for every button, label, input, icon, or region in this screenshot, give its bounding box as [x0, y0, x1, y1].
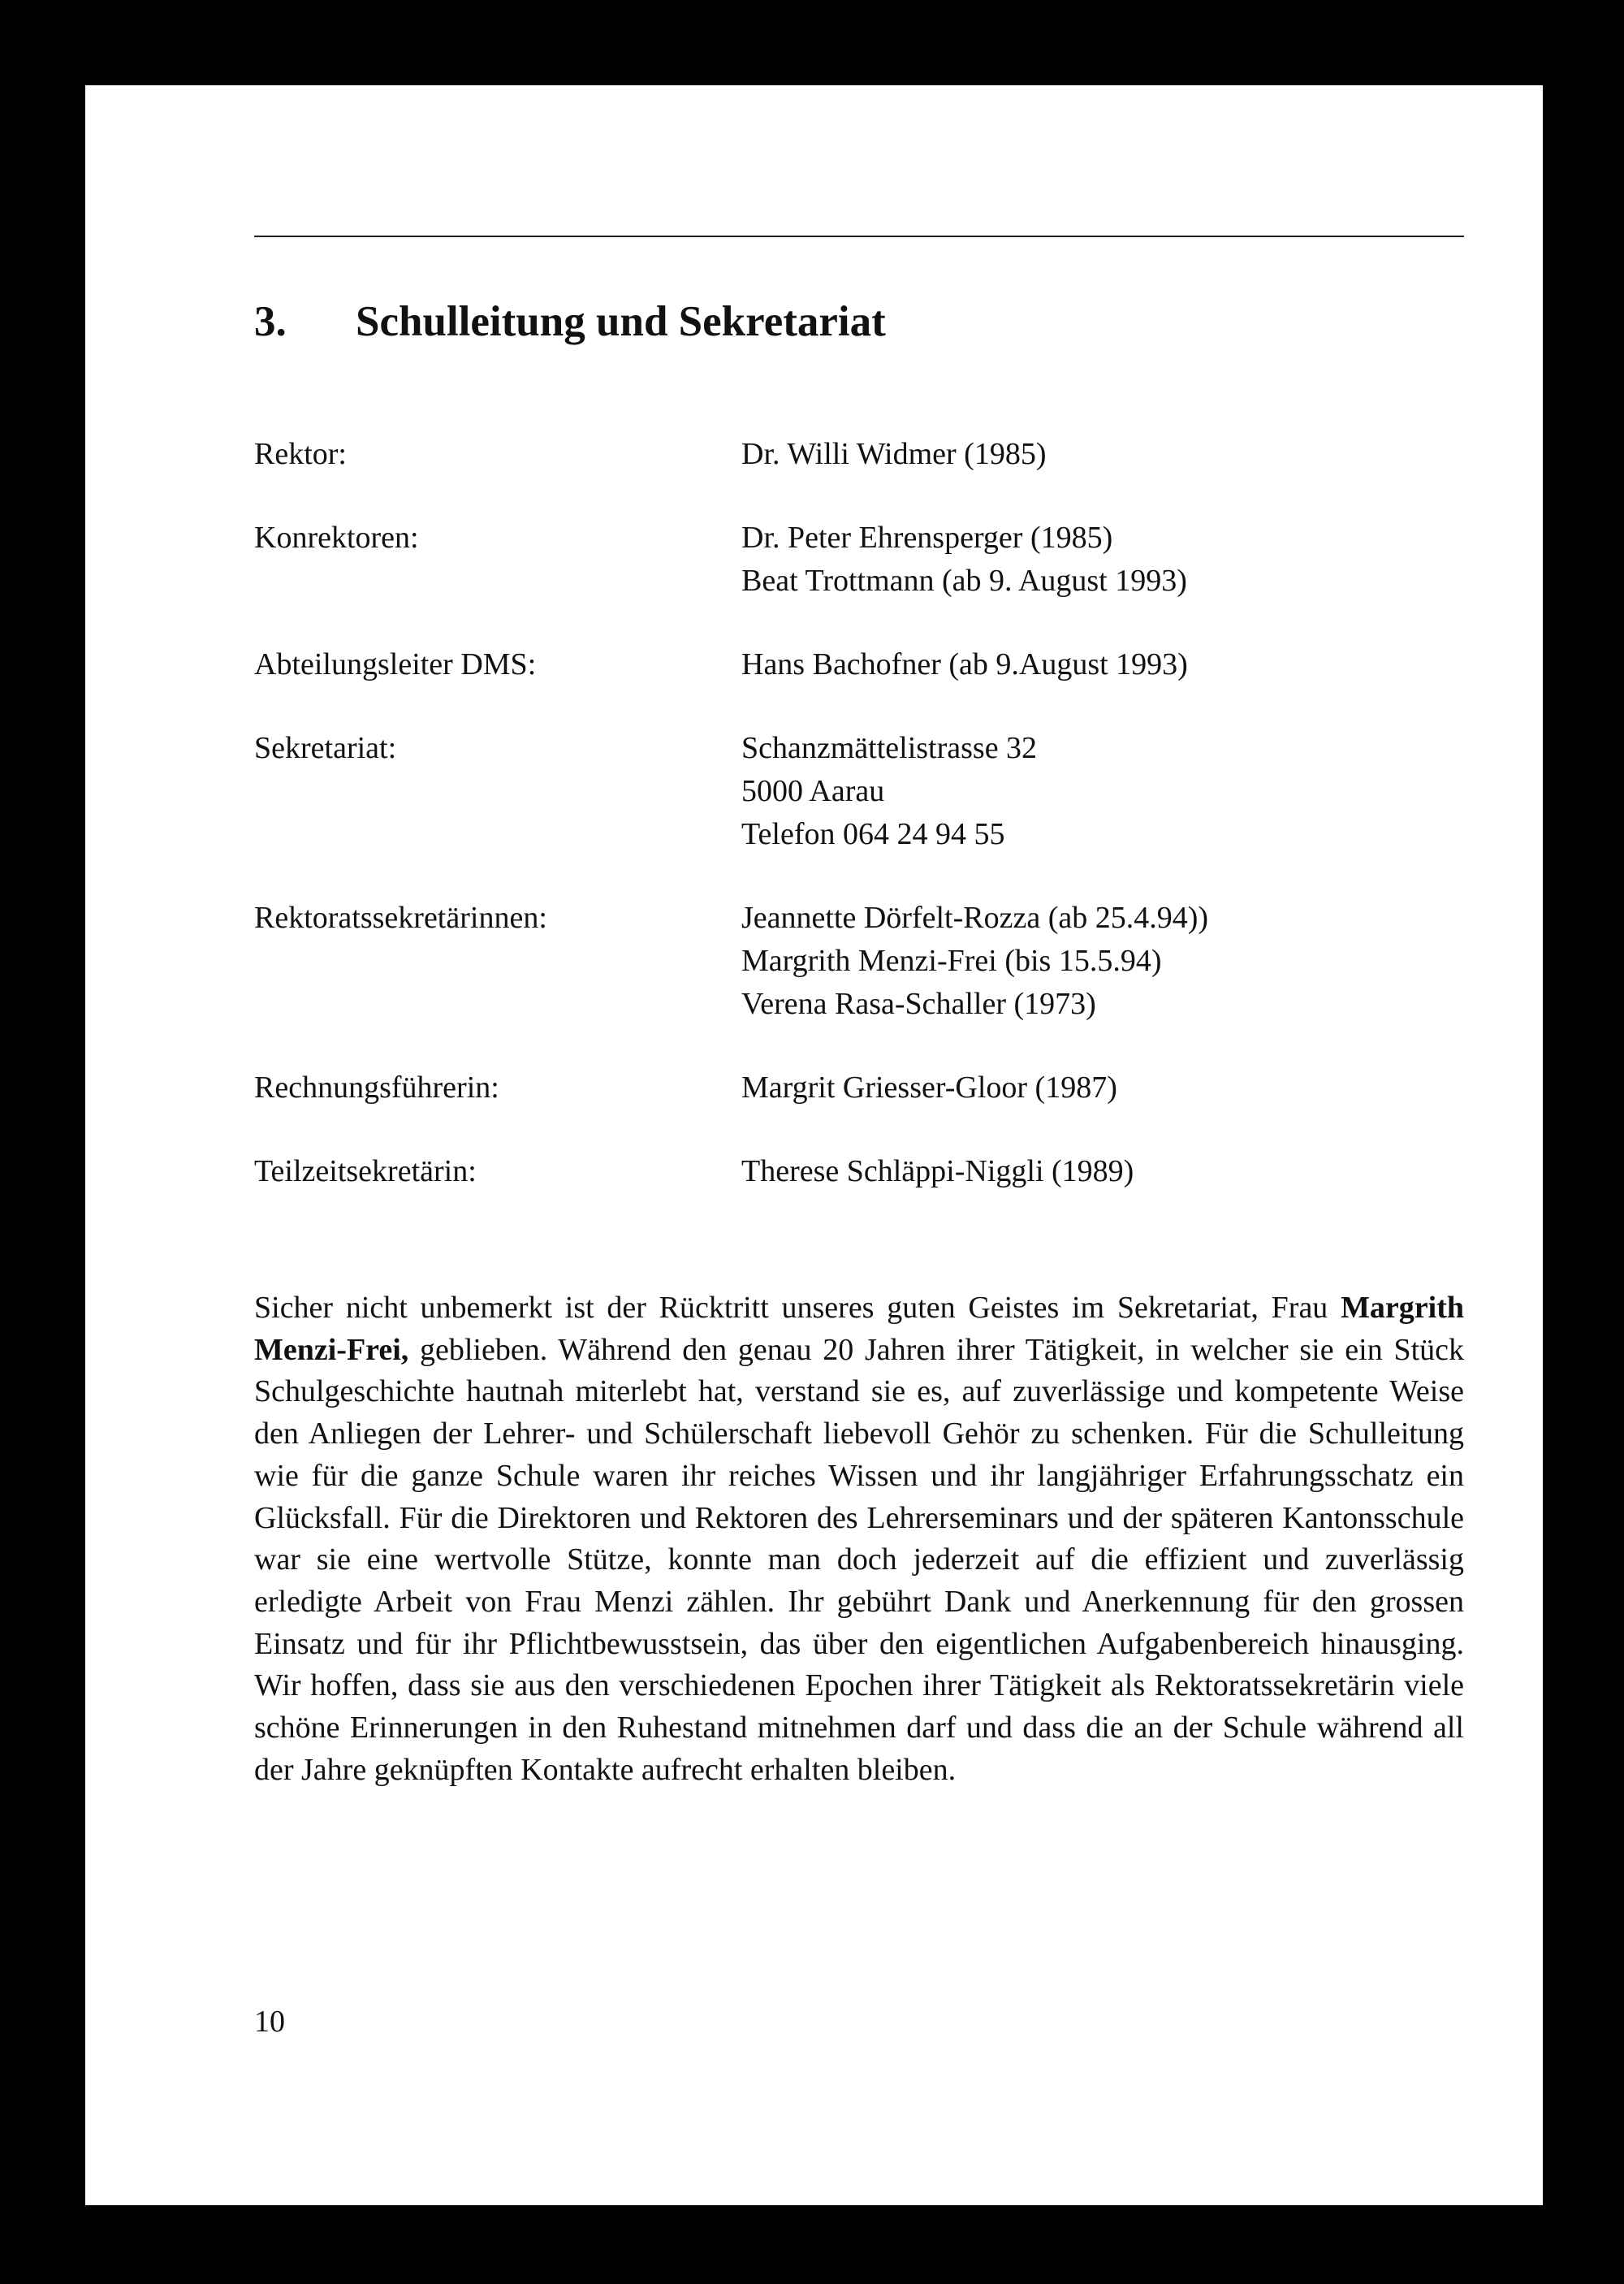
farewell-paragraph: [254, 1287, 1464, 1791]
roster-values: [741, 897, 1464, 1026]
document-page: [85, 85, 1543, 2205]
paragraph-intro: Sicher nicht unbemerkt ist der Rücktritt unseres guten Geistes im Sekretariat, Frau: [254, 1291, 1328, 1325]
roster-row-konrektoren: [254, 517, 1464, 603]
header-rule: [254, 236, 1464, 237]
roster-row-rechnungsfuehrerin: [254, 1066, 1464, 1110]
roster-values: [741, 643, 1464, 686]
page-number: 10: [254, 2005, 285, 2039]
roster-value: 5000 Aarau: [741, 774, 885, 808]
section-title: Schulleitung und Sekretariat: [356, 298, 886, 345]
roster-role: Abteilungsleiter DMS:: [254, 647, 537, 681]
roster-role: Sekretariat:: [254, 731, 397, 765]
roster-values: [741, 727, 1464, 856]
roster-values: [741, 517, 1464, 603]
roster-value: Telefon 064 24 94 55: [741, 817, 1005, 851]
roster-values: [741, 433, 1464, 476]
roster-role: Teilzeitsekretärin:: [254, 1154, 477, 1188]
roster-values: [741, 1066, 1464, 1110]
roster-role: Rektoratssekretärinnen:: [254, 901, 547, 935]
roster-row-sekretariat: [254, 727, 1464, 856]
roster-row-rektoratssekretaerinnen: [254, 897, 1464, 1026]
section-number: 3.: [254, 298, 287, 345]
roster-value: Verena Rasa-Schaller (1973): [741, 987, 1096, 1021]
roster-value: Therese Schläppi-Niggli (1989): [741, 1154, 1134, 1188]
roster-row-rektor: [254, 433, 1464, 476]
roster-role: Rektor:: [254, 437, 347, 471]
roster-value: Margrit Griesser-Gloor (1987): [741, 1071, 1117, 1105]
staff-roster: [254, 433, 1464, 1234]
roster-value: Margrith Menzi-Frei (bis 15.5.94): [741, 944, 1162, 978]
paragraph-body: geblieben. Während den genau 20 Jahren ihrer Tätigkeit, in welcher sie ein Stück Schulgeschichte hautnah miterlebt hat, verstand sie es, auf zuverlässige und kompetente Weise den Anliegen der Lehrer- und Schülerschaft liebevoll Gehör zu schenken. Für die Schulleitung wie für die ganze Schule waren ihr reiches Wissen und ihr langjähriger Erfahrungsschatz ein Glücksfall. Für die Direktoren und Rektoren des Lehrerseminars und der späteren Kantonsschule war sie eine wertvolle Stütze, konnte man doch jederzeit auf die effizient und zuverlässig erledigte Arbeit von Frau Menzi zählen. Ihr gebührt Dank und Anerkennung für den grossen Einsatz und für ihr Pflichtbewusstsein, das über den eigentlichen Aufgabenbereich hinausging. Wir hoffen, dass sie aus den verschiedenen Epochen ihrer Tätigkeit als Rektoratssekretärin viele schöne Erinnerungen in den Ruhestand mitnehmen darf und dass die an der Schule während all der Jahre geknüpften Kontakte aufrecht erhalten bleiben.: [254, 1332, 1465, 1787]
section-heading: [254, 298, 886, 345]
roster-values: [741, 1150, 1464, 1193]
roster-value: Jeannette Dörfelt-Rozza (ab 25.4.94)): [741, 901, 1209, 935]
roster-value: Dr. Willi Widmer (1985): [741, 437, 1047, 471]
roster-value: Schanzmättelistrasse 32: [741, 731, 1038, 765]
roster-value: Dr. Peter Ehrensperger (1985): [741, 521, 1113, 555]
roster-role: Rechnungsführerin:: [254, 1071, 499, 1105]
roster-role: Konrektoren:: [254, 521, 419, 555]
roster-row-abteilungsleiter: [254, 643, 1464, 686]
paragraph-name: Margrith Menzi-Frei,: [254, 1291, 1465, 1367]
roster-value: Hans Bachofner (ab 9.August 1993): [741, 647, 1188, 681]
roster-value: Beat Trottmann (ab 9. August 1993): [741, 564, 1187, 598]
roster-row-teilzeitsekretaerin: [254, 1150, 1464, 1193]
